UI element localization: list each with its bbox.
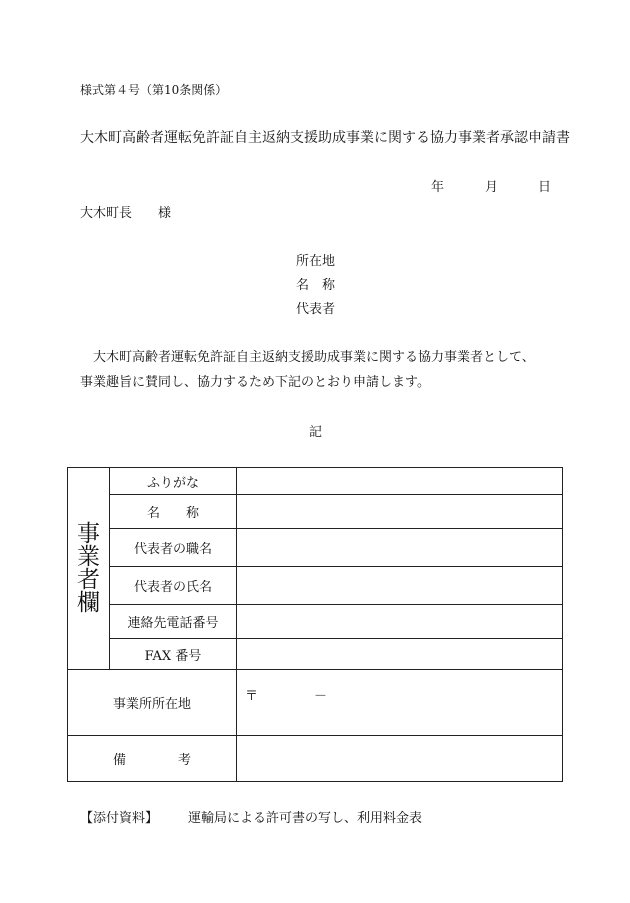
furigana-field[interactable] (237, 468, 563, 495)
attachments-text: 運輸局による許可書の写し、利用料金表 (188, 811, 423, 826)
postal-mark: 〒 (245, 689, 259, 704)
fax-field[interactable] (237, 639, 563, 670)
date-month-label: 月 (485, 180, 499, 195)
office-address-field[interactable] (237, 670, 563, 736)
date-year-label: 年 (431, 180, 445, 195)
section-char: 者 (77, 566, 100, 593)
section-label-business (68, 468, 110, 670)
applicant-name-label: 名 称 (296, 278, 336, 293)
applicant-address-label: 所在地 (296, 254, 336, 269)
ki-heading: 記 (309, 425, 323, 440)
section-char: 欄 (77, 589, 100, 616)
date-day-label: 日 (538, 180, 552, 195)
row-label-rep-title: 代表者の職名 (110, 529, 237, 567)
document-title: 大木町高齢者運転免許証自主返納支援助成事業に関する協力事業者承認申請書 (80, 130, 570, 146)
section-char: 業 (77, 543, 100, 570)
form-number: 様式第４号（第10条関係） (80, 83, 228, 97)
row-label-remarks: 備 考 (68, 736, 237, 782)
row-label-furigana: ふりがな (110, 468, 237, 495)
attachments-label: 【添付資料】 (80, 811, 159, 826)
business-info-table (67, 467, 563, 782)
row-label-name: 名 称 (110, 495, 237, 529)
addressee: 大木町長 様 (80, 206, 172, 221)
name-field[interactable] (237, 495, 563, 529)
rep-name-field[interactable] (237, 567, 563, 605)
rep-title-field[interactable] (237, 529, 563, 567)
phone-field[interactable] (237, 605, 563, 639)
row-label-fax: FAX 番号 (110, 639, 237, 670)
attachments (80, 812, 422, 825)
body-text-line-1: 大木町高齢者運転免許証自主返納支援助成事業に関する協力事業者として、 (80, 350, 535, 365)
remarks-field[interactable] (237, 736, 563, 782)
body-text-line-2: 事業趣旨に賛同し、協力するため下記のとおり申請します。 (80, 375, 430, 390)
row-label-office-address: 事業所所在地 (68, 670, 237, 736)
section-char: 事 (77, 520, 100, 547)
row-label-phone: 連絡先電話番号 (110, 605, 237, 639)
applicant-representative-label: 代表者 (296, 302, 336, 317)
row-label-rep-name: 代表者の氏名 (110, 567, 237, 605)
postal-dash: － (314, 689, 328, 704)
